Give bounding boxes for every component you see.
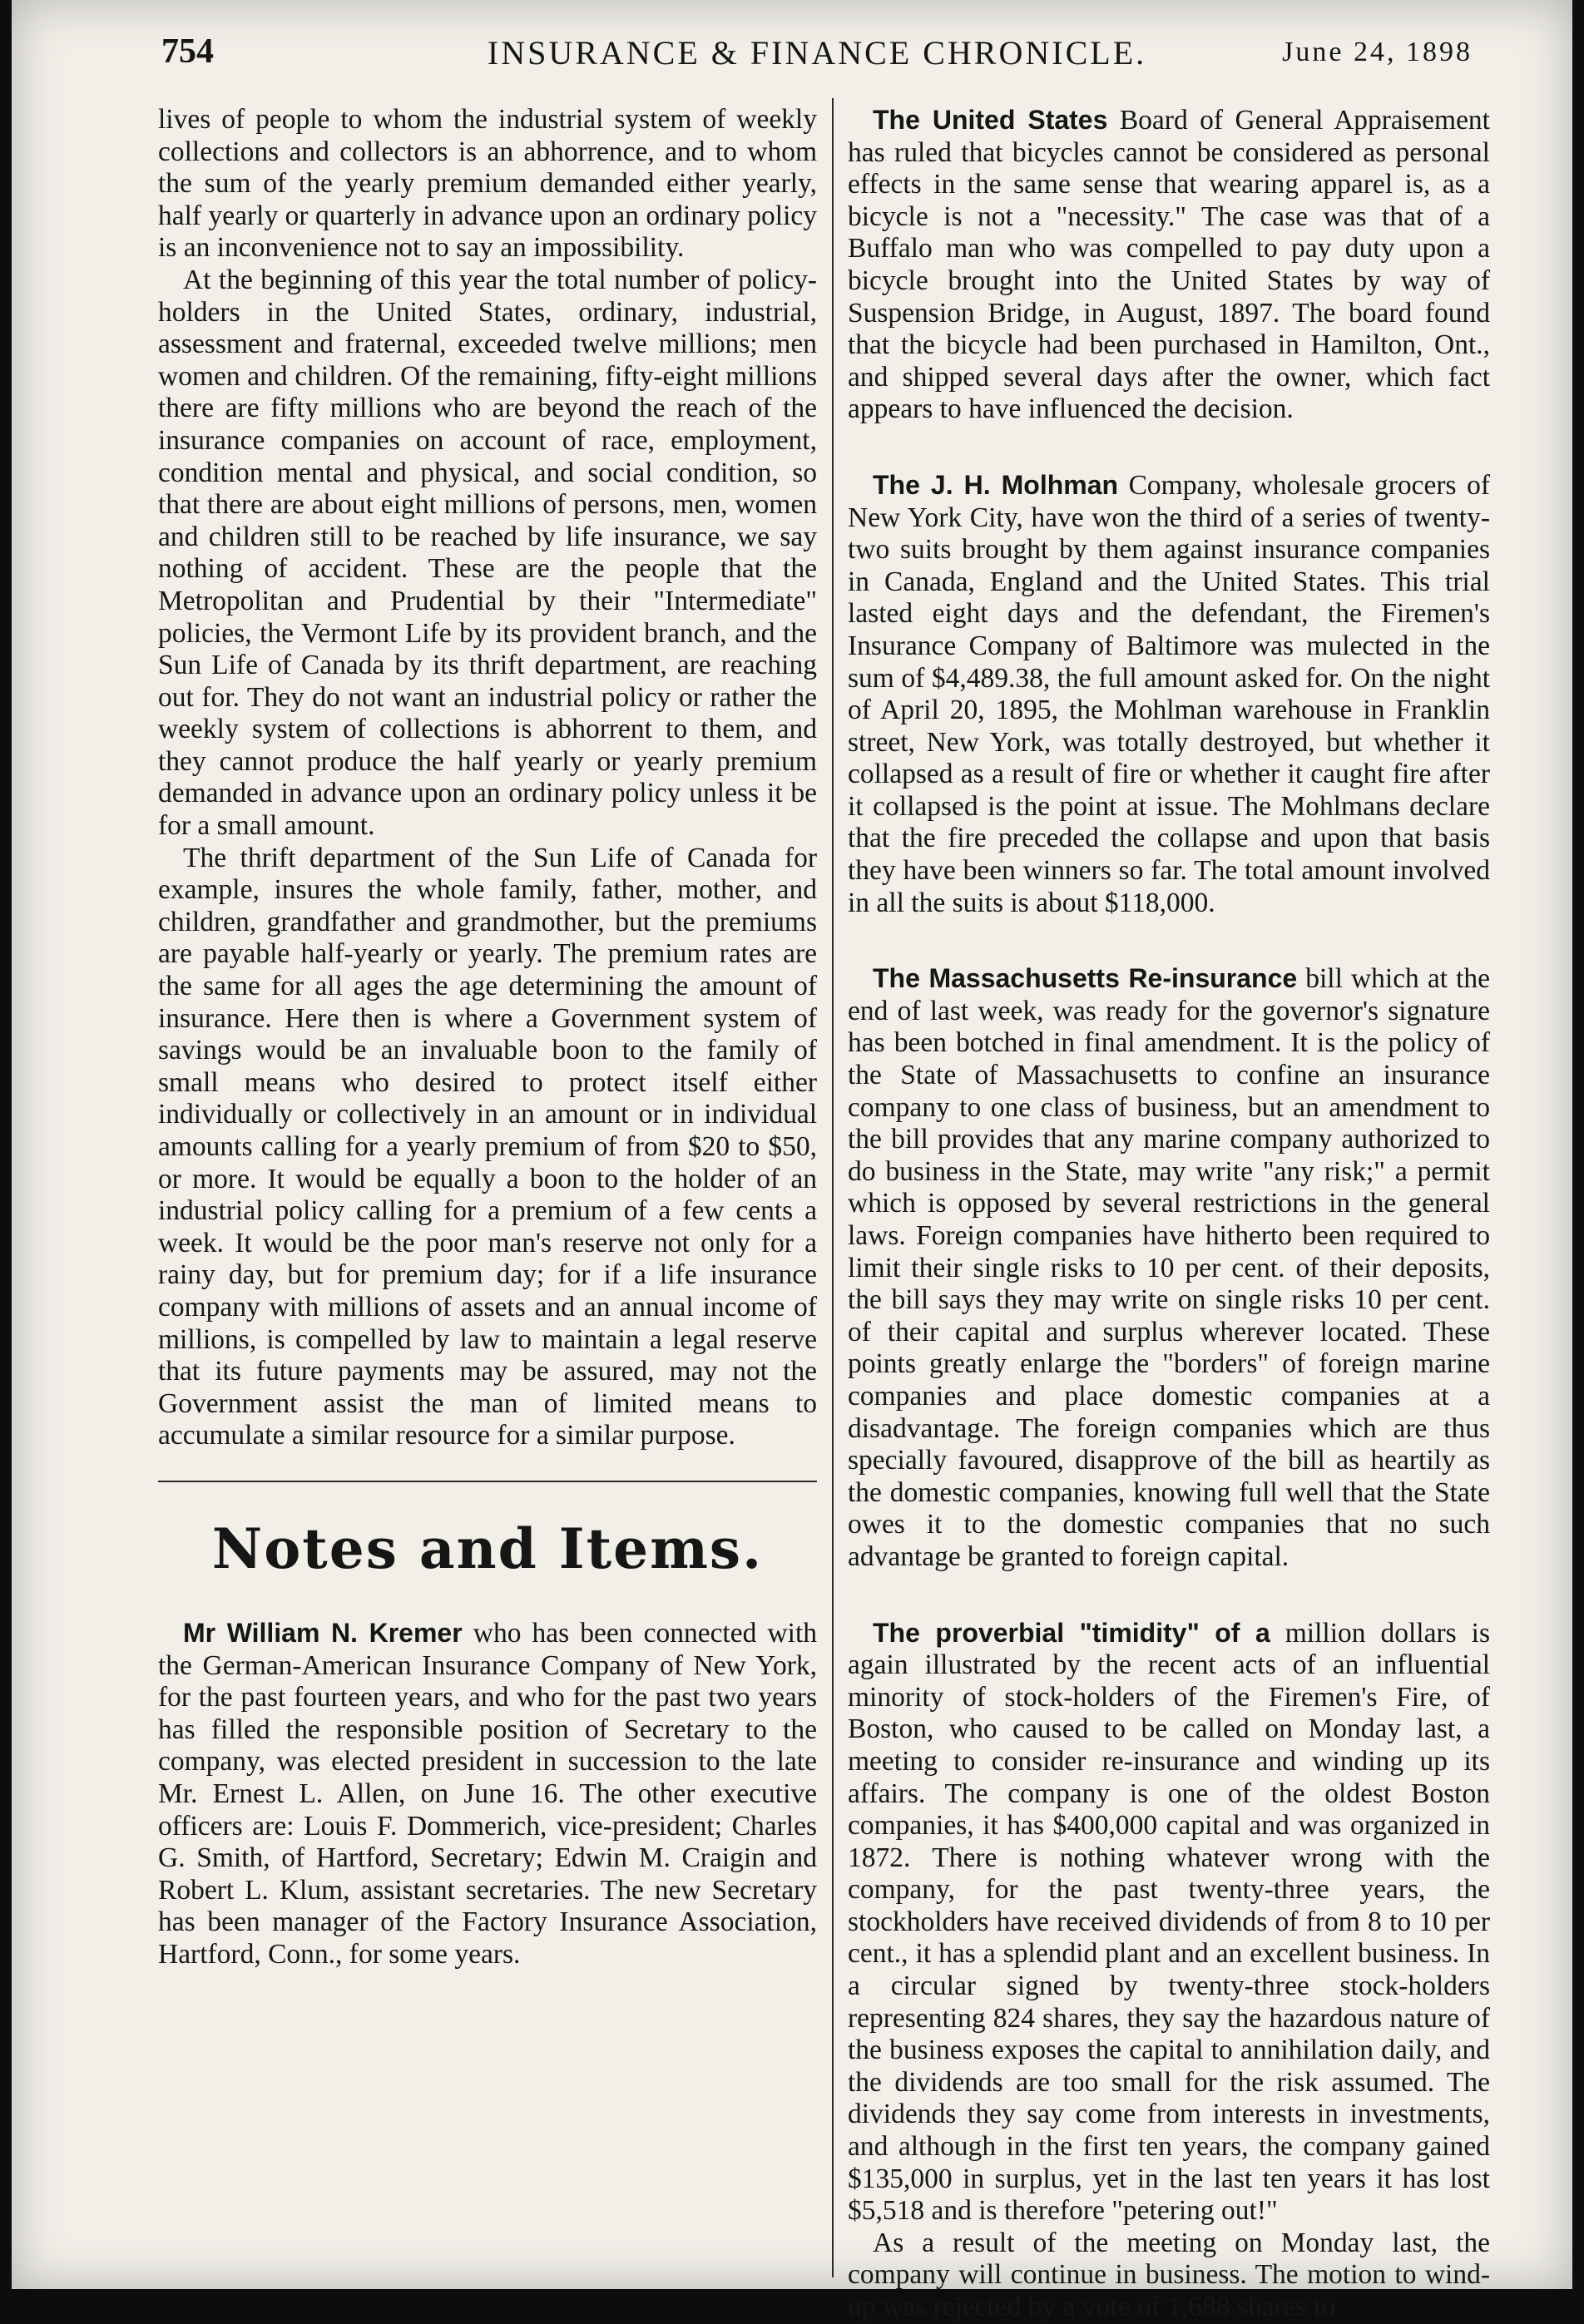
column-divider <box>832 98 834 2277</box>
item-lead: The Massachusetts Re-insurance <box>873 963 1298 994</box>
news-item <box>848 1617 1490 2228</box>
page-number: 754 <box>161 32 214 71</box>
item-lead: The proverbial "timidity" of a <box>873 1617 1270 1648</box>
item-lead: The J. H. Molhman <box>873 469 1119 500</box>
page-header <box>161 32 1473 82</box>
news-item <box>848 469 1490 919</box>
news-item <box>848 962 1490 1573</box>
item-lead: The United States <box>873 105 1108 135</box>
item-body: Board of General Appraisement has ruled that bicycles cannot be considered as personal effects in the same sense that wearing apparel is, as a bicycle is not a "necessity." The case was that of a Buffalo man who was compelled to pay duty upon a bicycle brought into the United States by way of Suspension Bridge, in August, 1897. The board found that the bicycle had been purchased in Hamilton, Ont., and shipped several days after the owner, which fact appears to have influenced the decision. <box>848 105 1490 425</box>
left-column <box>158 104 817 1970</box>
news-item <box>158 1617 817 1971</box>
paragraph: As a result of the meeting on Monday last, the company will continue in business. The motion to wind-up was rejected by a vote of 1,688 shares to <box>848 2227 1490 2322</box>
paragraph: The thrift department of the Sun Life of Canada for example, insures the whole family, father, mother, and children, grandfather and grandmother, but the premiums are payable half-yearly or yearly. The premium rates are the same for all ages the age determining the amount of insurance. Here then is where a Government system of savings would be an invaluable boon to the family of small means who desired to protect itself either individually or collectively in an amount or in individual amounts calling for a yearly premium of from $20 to $50, or more. It would be equally a boon to the holder of an industrial policy calling for a premium of a few cents a week. It would be the poor man's reserve not only for a rainy day, but for premium day; for if a life insurance company with millions of assets and an annual income of millions, is compelled by law to maintain a legal reserve that its future payments may be assured, may not the Government assist the man of limited means to accumulate a similar resource for a similar purpose. <box>158 842 817 1451</box>
right-column <box>848 104 1490 2324</box>
item-body: million dollars is again illustrated by the recent acts of an influential minority of stock-holders of the Firemen's Fire, of Boston, who caused to be called on Monday last, a meeting to consider re-insurance and winding up its affairs. The company is one of the oldest Boston companies, it has $400,000 capital and was organized in 1872. There is nothing whatever wrong with the company, for the past twenty-three years, the stockholders have received dividends of from 8 to 10 per cent., it has a splendid plant and an excellent business. In a circular signed by twenty-three stock-holders representing 824 shares, they say the hazardous nature of the business exposes the capital to annihilation daily, and the dividends are too small for the risk assumed. The dividends they say come from interests in investments, and although in the first ten years, the company gained $135,000 in surplus, yet in the last ten years it has lost $5,518 and is therefore "petering out!" <box>848 1617 1490 2227</box>
issue-date: June 24, 1898 <box>1282 37 1473 67</box>
item-body: who has been connected with the German-American Insurance Company of New York, for the past fourteen years, and who for the past two years has filled the responsible position of Secretary to the company, was elected president in succession to the late Mr. Ernest L. Allen, on June 16. The other executive officers are: Louis F. Dommerich, vice-president; Charles G. Smith, of Hartford, Secretary; Edwin M. Craigin and Robert L. Klum, assistant secretaries. The new Secretary has been manager of the Factory Insurance Association, Hartford, Conn., for some years. <box>158 1617 817 1970</box>
paragraph: At the beginning of this year the total number of policy-holders in the United States, ordinary, industrial, assessment and fraternal, exceeded twelve millions; men women and children. Of the remaining, fifty-eight millions there are fifty millions who are beyond the reach of the insurance companies on account of race, employment, condition mental and physical, and social condition, so that there are about eight millions of persons, men, women and children still to be reached by life insurance, we say nothing of accident. These are the people that the Metropolitan and Prudential by their "Intermediate" policies, the Vermont Life by its provident branch, and the Sun Life of Canada by its thrift department, are reaching out for. They do not want an industrial policy or rather the weekly system of collections is abhorrent to them, and they cannot produce the half yearly or yearly premium demanded in advance upon an ordinary policy unless it be for a small amount. <box>158 264 817 842</box>
section-rule <box>158 1481 817 1482</box>
newspaper-page <box>12 0 1572 2322</box>
news-item <box>848 104 1490 426</box>
item-body: Company, wholesale grocers of New York City, have won the third of a series of twenty-two suits brought by them against insurance companies in Canada, England and the United States. This trial lasted eight days and the defendant, the Firemen's Insurance Company of Baltimore was mulected in the sum of $4,489.38, the full amount asked for. On the night of April 20, 1895, the Mohlman warehouse in Franklin street, New York, was totally destroyed, but whether it collapsed as a result of fire or whether it caught fire after it collapsed is the point at issue. The Mohlmans declare that the fire preceded the collapse and upon that basis they have been winners so far. The total amount involved in all the suits is about $118,000. <box>848 469 1490 918</box>
paragraph: lives of people to whom the industrial system of weekly collections and collectors is an abhorrence, and to whom the sum of the yearly premium demanded either yearly, half yearly or quarterly in advance upon an ordinary policy is an inconvenience not to say an impossibility. <box>158 104 817 264</box>
publication-title: INSURANCE & FINANCE CHRONICLE. <box>487 34 1147 72</box>
item-body: bill which at the end of last week, was ready for the governor's signature has been botched in final amendment. It is the policy of the State of Massachusetts to confine an insurance company to one class of business, but an amendment to the bill provides that any marine company authorized to do business in the State, may write "any risk;" a permit which is opposed by several restrictions in the general laws. Foreign companies have hitherto been required to limit their single risks to 10 per cent. of their deposits, the bill says they may write on single risks 10 per cent. of their capital and surplus wherever located. These points greatly enlarge the "borders" of foreign marine companies and place domestic companies at a disadvantage. The foreign companies which are thus specially favoured, disapprove of the bill as heartily as the domestic companies, knowing full well that the State owes it to the domestic companies that no such advantage be granted to foreign capital. <box>848 963 1490 1572</box>
item-lead: Mr William N. Kremer <box>183 1617 463 1648</box>
section-heading: Notes and Items. <box>211 1516 764 1581</box>
